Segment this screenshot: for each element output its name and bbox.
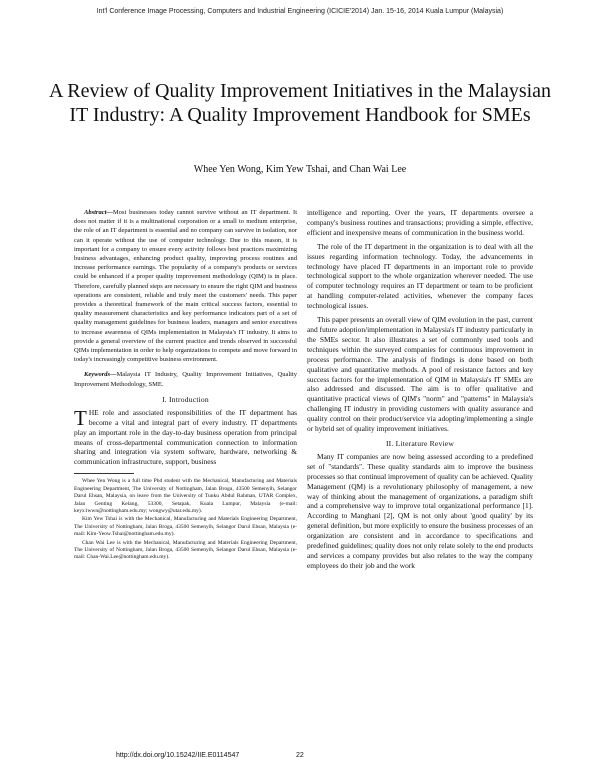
- right-column: [307, 208, 533, 575]
- paragraph-it-role: The role of the IT department in the organization is to deal with all the issues regarding information technology. Today, the advancements in technology have placed IT departments in an important role to provide technological support to the whole organization wherever needed. The use of computer technology requires an IT department or team to be proficient at handling computer-related activities, whenever the company faces technological issues.: [307, 241, 533, 311]
- drop-cap: T: [74, 405, 87, 430]
- footnote-divider: [74, 473, 134, 474]
- abstract-text: Most businesses today cannot survive without an IT department. It does not matter if it is a multinational corporation or a small to medium enterprise, the role of an IT department is essential and no company can survive in isolation, nor can it operate without the use of computer technology. Due to this reason, it is important for a company to ensure every activity follows best practices maximizing business advantages, enhancing product quality, improving process routines and increase performance earnings. The popularity of a company's products or services could be enhanced if a proper quality improvement methodology (QIM) is in place. Therefore, carefully planned steps are necessary to ensure the right QIM and business operations are consistent, reliable and truly meet the customers' needs. This paper provides a theoretical framework of the main critical success factors, essential to quality measurement characteristics and key performance indicators part of a set of quality management guidelines for business leaders, managers and senior executives to increase awareness of QIMs implementation in Malaysia's IT industry. It aims to provide a general overview of the current practice and trends observed in successful QIMs implementation in order to help organizations to compete and move forward in today's increasingly competitive business environment.: [74, 209, 297, 364]
- running-header: Int'l Conference Image Processing, Computers and Industrial Engineering (ICICIE'2014) Jan. 15-16, 2014 Kuala Lumpur (Malaysia): [96, 8, 504, 15]
- footnote-author-3: Chan Wai Lee is with the Mechanical, Manufacturing and Materials Engineering Department, The University of Nottingham, Jalan Broga, 43500 Semenyih, Selangor Darul Ehsan, Malaysia (e-mail: Chan-Wai.Lee@nottingham.edu.my).: [74, 539, 297, 561]
- paragraph-continued: intelligence and reporting. Over the years, IT departments oversee a company's business routines and transactions; providing a simple, effective, efficient and inexpensive means of communication in the business world.: [307, 208, 533, 237]
- paragraph-literature: Many IT companies are now being assessed according to a predefined set of "standards". These quality standards aim to improve the business processes so that continual improvement of quality can be achieved. Quality Management (QM) is a revolutionary philosophy of management, a new way of thinking about the management of organizations, a paradigm shift and a comprehensive way to improve total organizational performance [1]. According to Manghani [2], QM is not only about 'good quality' by its general definition, but more explicitly to ensure the business processes of an organization are consistent and in accordance to specifications and predefined guidelines; quality does not only relate solely to the end products and services a company provides but also relates to the way the company employees do their job and the work: [307, 451, 533, 570]
- abstract: [74, 208, 297, 364]
- keywords-text: Malaysia IT Industry, Quality Improvement Initiatives, Quality Improvement Methodology, SME.: [74, 371, 297, 388]
- section-heading-literature-review: II. Literature Review: [385, 438, 455, 448]
- abstract-label: Abstract—: [84, 209, 113, 216]
- paper-title: A Review of Quality Improvement Initiatives in the Malaysian IT Industry: A Quality Improvement Handbook for SMEs: [48, 80, 552, 127]
- keywords: [74, 370, 297, 388]
- section-heading-introduction: I. Introduction: [162, 394, 209, 404]
- left-column: [74, 208, 297, 563]
- paragraph-paper-overview: This paper presents an overall view of QIM evolution in the past, current and future adoption/implementation in Malaysia's IT industry particularly in the SMEs sector. It also illustrates a set of commonly used tools and techniques within the surveyed companies for continuous improvement in process performance. The analysis of findings is done based on both qualitative and quantitative methods. A pool of resistance factors and key success factors for the implementation of QIM in Malaysia's IT SMEs are also addressed and discussed. The aim is to offer qualitative and quantitative practical views of QIM's "norm" and "patterns" in Malaysia's challenging IT industry in providing customers with quality assurance and quality control on their product/service via adopting/implementing a single or hybrid set of quality improvement initiatives.: [307, 315, 533, 434]
- introduction-text: HE role and associated responsibilities of the IT department has become a vital and integral part of every industry. IT departments play an important role in the day-to-day business operation from principal means of cross-departmental communication connection to information sharing and integration via system software, hardware, networking & communication infrastructure, support, business: [74, 407, 297, 467]
- author-list: Whee Yen Wong, Kim Yew Tshai, and Chan Wai Lee: [193, 164, 407, 175]
- footnotes: [74, 478, 297, 561]
- doi-link[interactable]: http://dx.doi.org/10.15242/IIE.E0114547: [116, 752, 240, 759]
- page-number: 22: [296, 752, 304, 759]
- keywords-label: Keywords—: [84, 371, 117, 379]
- footnote-author-1: Whee Yen Wong is a full time Phd student with the Mechanical, Manufacturing and Materials Engineering Department, The University of Nottingham, Jalan Broga, 43500 Semenyih, Selangor Darul Ehsan, Malaysia, on leave from the University of Tunku Abdul Rahman, UTAR Complex, Jalan Genting Kelang, 53300, Setapak, Kuala Lumpur, Malaysia (e-mail: keyx1wwn@nottingham.edu.my; wongwy@utar.edu.my).: [74, 478, 297, 514]
- footnote-author-2: Kim Yew Tshai is with the Mechanical, Manufacturing and Materials Engineering Department, The University of Nottingham, Jalan Broga, 43500 Semenyih, Selangor Darul Ehsan, Malaysia (e-mail: Kim-Yeow.Tshai@nottingham.edu.my).: [74, 516, 297, 538]
- introduction-paragraph: [74, 405, 297, 467]
